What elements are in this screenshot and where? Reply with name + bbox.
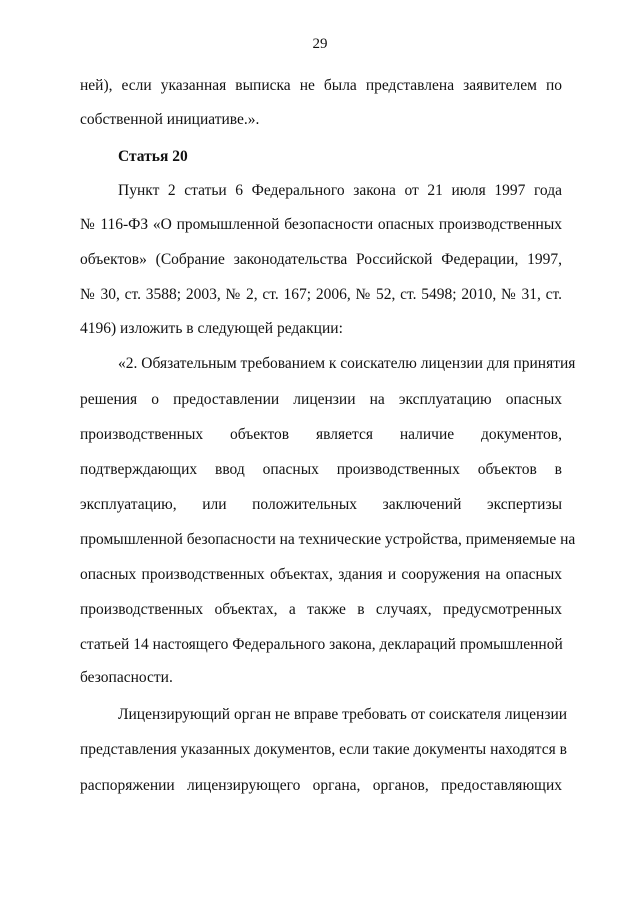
text-line: 4196) изложить в следующей редакции: [80,320,343,337]
article-heading: Статья 20 [118,148,188,165]
text-line: производственных объектов является наличие документов, [80,426,562,443]
text-line: № 30, ст. 3588; 2003, № 2, ст. 167; 2006, № 52, ст. 5498; 2010, № 31, ст. [80,286,562,303]
text-line: «2. Обязательным требованием к соискателю лицензии для принятия [118,355,576,372]
text-line: производственных объектах, а также в случаях, предусмотренных [80,601,562,618]
page-number: 29 [312,36,328,52]
text-line: решения о предоставлении лицензии на эксплуатацию опасных [80,391,562,408]
text-line: подтверждающих ввод опасных производственных объектов в [80,461,562,478]
text-line: распоряжении лицензирующего органа, органов, предоставляющих [80,777,562,794]
text-line: № 116-ФЗ «О промышленной безопасности опасных производственных [80,216,562,233]
text-line: Лицензирующий орган не вправе требовать от соискателя лицензии [118,706,568,723]
text-line: объектов» (Собрание законодательства Российской Федерации, 1997, [80,251,562,268]
text-line: представления указанных документов, если такие документы находятся в [80,741,567,758]
text-line: эксплуатацию, или положительных заключений экспертизы [80,496,562,513]
text-line: Пункт 2 статьи 6 Федерального закона от 21 июля 1997 года [118,182,562,199]
text-line: безопасности. [80,669,173,686]
text-line: ней), если указанная выписка не была представлена заявителем по [80,77,562,94]
text-line: статьей 14 настоящего Федерального закона, деклараций промышленной [80,636,563,653]
text-line: собственной инициативе.». [80,111,260,128]
text-line: промышленной безопасности на технические устройства, применяемые на [80,531,576,548]
text-line: опасных производственных объектах, здания и сооружения на опасных [80,566,562,583]
